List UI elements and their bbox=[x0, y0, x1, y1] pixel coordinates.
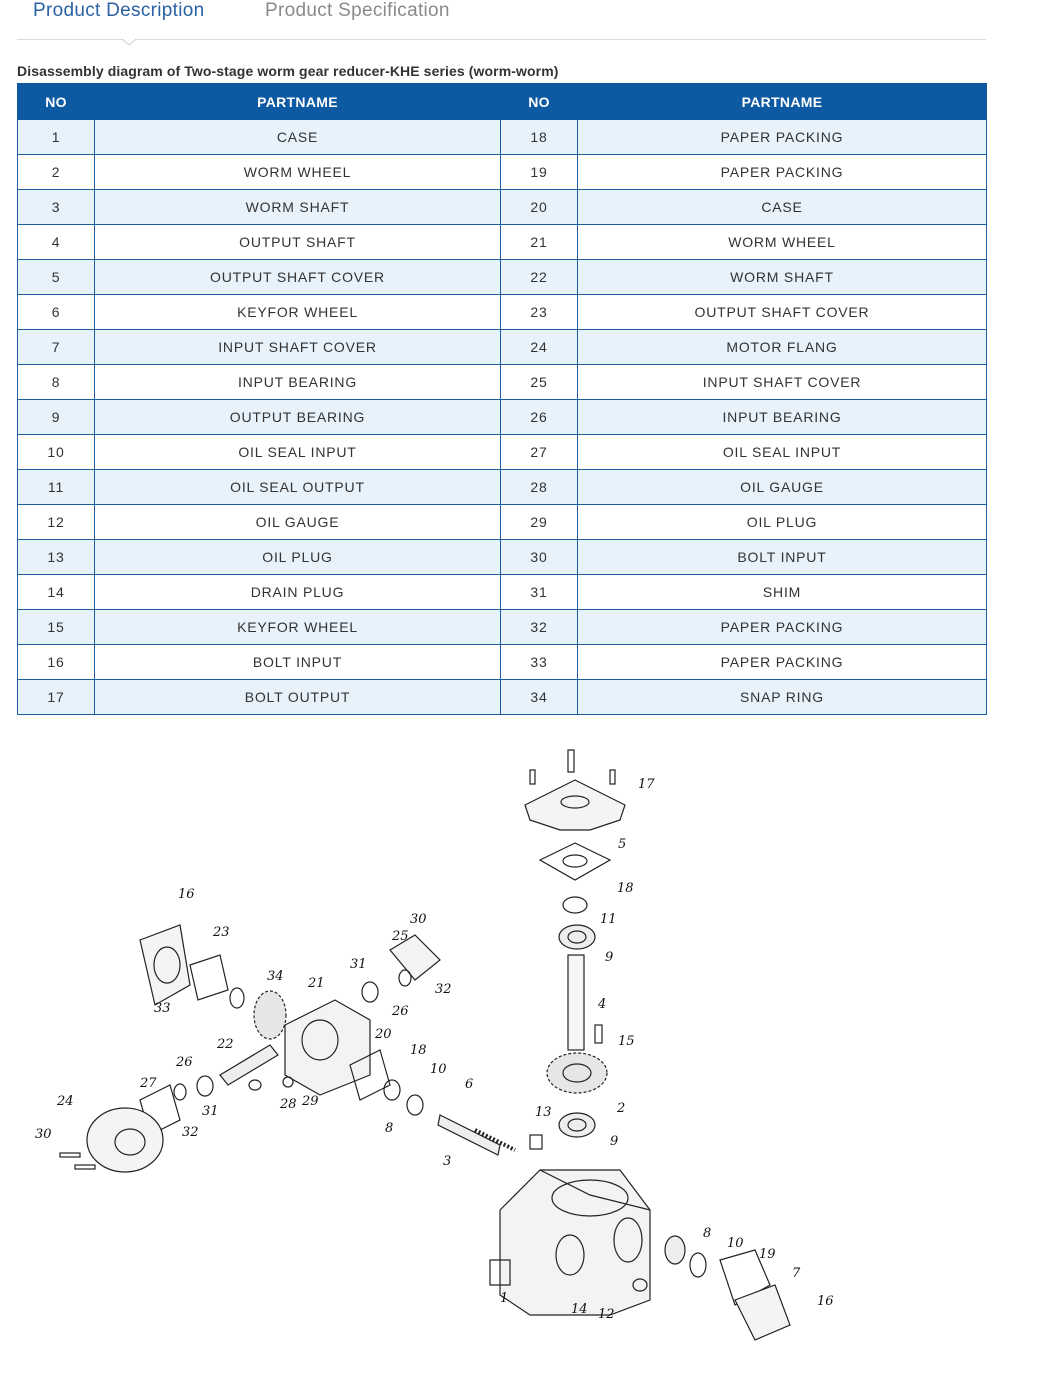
callout-label: 9 bbox=[605, 950, 614, 965]
table-row bbox=[18, 575, 987, 610]
callout-label: 31 bbox=[350, 957, 367, 972]
cell-partname-left: INPUT BEARING bbox=[95, 365, 501, 400]
cell-partname-right: PAPER PACKING bbox=[578, 645, 987, 680]
callout-label: 32 bbox=[435, 982, 452, 997]
callout-label: 7 bbox=[792, 1266, 801, 1281]
callout-label: 32 bbox=[182, 1125, 199, 1140]
cell-no-left: 10 bbox=[18, 435, 95, 470]
cell-no-left: 11 bbox=[18, 470, 95, 505]
callout-label: 26 bbox=[176, 1055, 193, 1070]
cell-partname-left: KEYFOR WHEEL bbox=[95, 295, 501, 330]
cell-partname-right: PAPER PACKING bbox=[578, 155, 987, 190]
table-row bbox=[18, 645, 987, 680]
callout-label: 6 bbox=[465, 1077, 474, 1092]
callout-label: 28 bbox=[280, 1097, 297, 1112]
cell-no-left: 9 bbox=[18, 400, 95, 435]
table-row bbox=[18, 435, 987, 470]
cell-partname-left: OIL GAUGE bbox=[95, 505, 501, 540]
header-no-right: NO bbox=[501, 84, 578, 120]
table-row bbox=[18, 610, 987, 645]
cell-partname-right: SHIM bbox=[578, 575, 987, 610]
cell-no-right: 30 bbox=[501, 540, 578, 575]
cell-no-right: 22 bbox=[501, 260, 578, 295]
cell-no-right: 34 bbox=[501, 680, 578, 715]
cell-no-left: 2 bbox=[18, 155, 95, 190]
callout-label: 26 bbox=[392, 1004, 409, 1019]
callout-label: 23 bbox=[213, 925, 230, 940]
cell-partname-left: KEYFOR WHEEL bbox=[95, 610, 501, 645]
cell-no-left: 5 bbox=[18, 260, 95, 295]
cell-no-right: 33 bbox=[501, 645, 578, 680]
callout-label: 3 bbox=[443, 1154, 452, 1169]
cell-partname-right: MOTOR FLANG bbox=[578, 330, 987, 365]
callout-label: 1 bbox=[500, 1291, 509, 1306]
cell-no-right: 31 bbox=[501, 575, 578, 610]
callout-label: 27 bbox=[140, 1076, 157, 1091]
table-header-row bbox=[18, 84, 987, 120]
callout-label: 22 bbox=[217, 1037, 234, 1052]
table-caption: Disassembly diagram of Two-stage worm gear reducer-KHE series (worm-worm) bbox=[17, 63, 559, 79]
callout-label: 21 bbox=[308, 976, 325, 991]
cell-no-right: 21 bbox=[501, 225, 578, 260]
cell-partname-left: OIL PLUG bbox=[95, 540, 501, 575]
header-partname-right: PARTNAME bbox=[578, 84, 987, 120]
callout-label: 30 bbox=[35, 1127, 52, 1142]
cell-partname-right: OIL GAUGE bbox=[578, 470, 987, 505]
callout-label: 16 bbox=[817, 1294, 834, 1309]
callout-label: 29 bbox=[302, 1094, 319, 1109]
cell-partname-left: DRAIN PLUG bbox=[95, 575, 501, 610]
table-row bbox=[18, 260, 987, 295]
cell-partname-right: INPUT BEARING bbox=[578, 400, 987, 435]
cell-no-right: 32 bbox=[501, 610, 578, 645]
cell-partname-right: PAPER PACKING bbox=[578, 610, 987, 645]
callout-label: 33 bbox=[154, 1001, 171, 1016]
cell-partname-right: CASE bbox=[578, 190, 987, 225]
cell-partname-right: PAPER PACKING bbox=[578, 120, 987, 155]
cell-no-right: 29 bbox=[501, 505, 578, 540]
cell-no-right: 23 bbox=[501, 295, 578, 330]
callout-label: 13 bbox=[535, 1105, 552, 1120]
cell-partname-right: INPUT SHAFT COVER bbox=[578, 365, 987, 400]
cell-partname-right: BOLT INPUT bbox=[578, 540, 987, 575]
cell-no-left: 17 bbox=[18, 680, 95, 715]
table-row bbox=[18, 505, 987, 540]
cell-no-left: 13 bbox=[18, 540, 95, 575]
cell-partname-left: OUTPUT BEARING bbox=[95, 400, 501, 435]
callout-label: 8 bbox=[385, 1121, 394, 1136]
callout-label: 12 bbox=[598, 1307, 615, 1322]
cell-partname-right: OIL SEAL INPUT bbox=[578, 435, 987, 470]
callout-label: 19 bbox=[759, 1247, 776, 1262]
cell-no-left: 1 bbox=[18, 120, 95, 155]
cell-no-left: 7 bbox=[18, 330, 95, 365]
cell-partname-left: WORM SHAFT bbox=[95, 190, 501, 225]
cell-partname-left: OIL SEAL INPUT bbox=[95, 435, 501, 470]
table-row bbox=[18, 155, 987, 190]
table-row bbox=[18, 330, 987, 365]
tab-product-specification[interactable]: Product Specification bbox=[265, 0, 450, 21]
cell-partname-left: OIL SEAL OUTPUT bbox=[95, 470, 501, 505]
table-row bbox=[18, 540, 987, 575]
cell-no-left: 15 bbox=[18, 610, 95, 645]
cell-no-left: 12 bbox=[18, 505, 95, 540]
callout-label: 14 bbox=[571, 1302, 588, 1317]
table-row bbox=[18, 400, 987, 435]
callout-label: 34 bbox=[267, 969, 284, 984]
callout-label: 4 bbox=[598, 997, 607, 1012]
callout-label: 30 bbox=[410, 912, 427, 927]
cell-no-left: 8 bbox=[18, 365, 95, 400]
cell-partname-left: OUTPUT SHAFT bbox=[95, 225, 501, 260]
header-partname-left: PARTNAME bbox=[95, 84, 501, 120]
cell-partname-left: OUTPUT SHAFT COVER bbox=[95, 260, 501, 295]
cell-no-right: 19 bbox=[501, 155, 578, 190]
cell-partname-left: CASE bbox=[95, 120, 501, 155]
table-row bbox=[18, 470, 987, 505]
callout-label: 11 bbox=[600, 912, 617, 927]
parts-table bbox=[17, 83, 987, 715]
cell-no-left: 6 bbox=[18, 295, 95, 330]
table-row bbox=[18, 365, 987, 400]
cell-no-right: 28 bbox=[501, 470, 578, 505]
callout-label: 25 bbox=[392, 929, 409, 944]
table-row bbox=[18, 295, 987, 330]
callout-label: 15 bbox=[618, 1034, 635, 1049]
callout-label: 17 bbox=[638, 777, 655, 792]
cell-no-left: 14 bbox=[18, 575, 95, 610]
cell-partname-right: SNAP RING bbox=[578, 680, 987, 715]
callout-label: 2 bbox=[617, 1101, 626, 1116]
diagram-callouts bbox=[35, 777, 834, 1322]
callout-label: 9 bbox=[610, 1134, 619, 1149]
callout-label: 10 bbox=[430, 1062, 447, 1077]
cell-no-right: 25 bbox=[501, 365, 578, 400]
cell-no-right: 24 bbox=[501, 330, 578, 365]
callout-label: 8 bbox=[703, 1226, 712, 1241]
cell-partname-left: WORM WHEEL bbox=[95, 155, 501, 190]
callout-label: 24 bbox=[57, 1094, 74, 1109]
cell-no-left: 3 bbox=[18, 190, 95, 225]
callout-label: 20 bbox=[375, 1027, 392, 1042]
cell-partname-left: INPUT SHAFT COVER bbox=[95, 330, 501, 365]
callout-label: 10 bbox=[727, 1236, 744, 1251]
table-row bbox=[18, 225, 987, 260]
callout-label: 18 bbox=[617, 881, 634, 896]
active-tab-pointer bbox=[122, 38, 136, 46]
callout-label: 18 bbox=[410, 1043, 427, 1058]
cell-no-right: 26 bbox=[501, 400, 578, 435]
cell-partname-left: BOLT INPUT bbox=[95, 645, 501, 680]
table-row bbox=[18, 190, 987, 225]
cell-partname-left: BOLT OUTPUT bbox=[95, 680, 501, 715]
cell-partname-right: OUTPUT SHAFT COVER bbox=[578, 295, 987, 330]
callout-label: 16 bbox=[178, 887, 195, 902]
header-no-left: NO bbox=[18, 84, 95, 120]
cell-no-left: 16 bbox=[18, 645, 95, 680]
tab-product-description[interactable]: Product Description bbox=[33, 0, 205, 21]
cell-no-right: 18 bbox=[501, 120, 578, 155]
cell-no-right: 20 bbox=[501, 190, 578, 225]
cell-no-left: 4 bbox=[18, 225, 95, 260]
tab-bar bbox=[17, 0, 986, 40]
table-row bbox=[18, 680, 987, 715]
cell-partname-right: OIL PLUG bbox=[578, 505, 987, 540]
callout-label: 5 bbox=[618, 837, 627, 852]
cell-partname-right: WORM SHAFT bbox=[578, 260, 987, 295]
callout-label: 31 bbox=[202, 1104, 219, 1119]
cell-no-right: 27 bbox=[501, 435, 578, 470]
exploded-view-diagram bbox=[30, 740, 834, 1380]
table-row bbox=[18, 120, 987, 155]
cell-partname-right: WORM WHEEL bbox=[578, 225, 987, 260]
